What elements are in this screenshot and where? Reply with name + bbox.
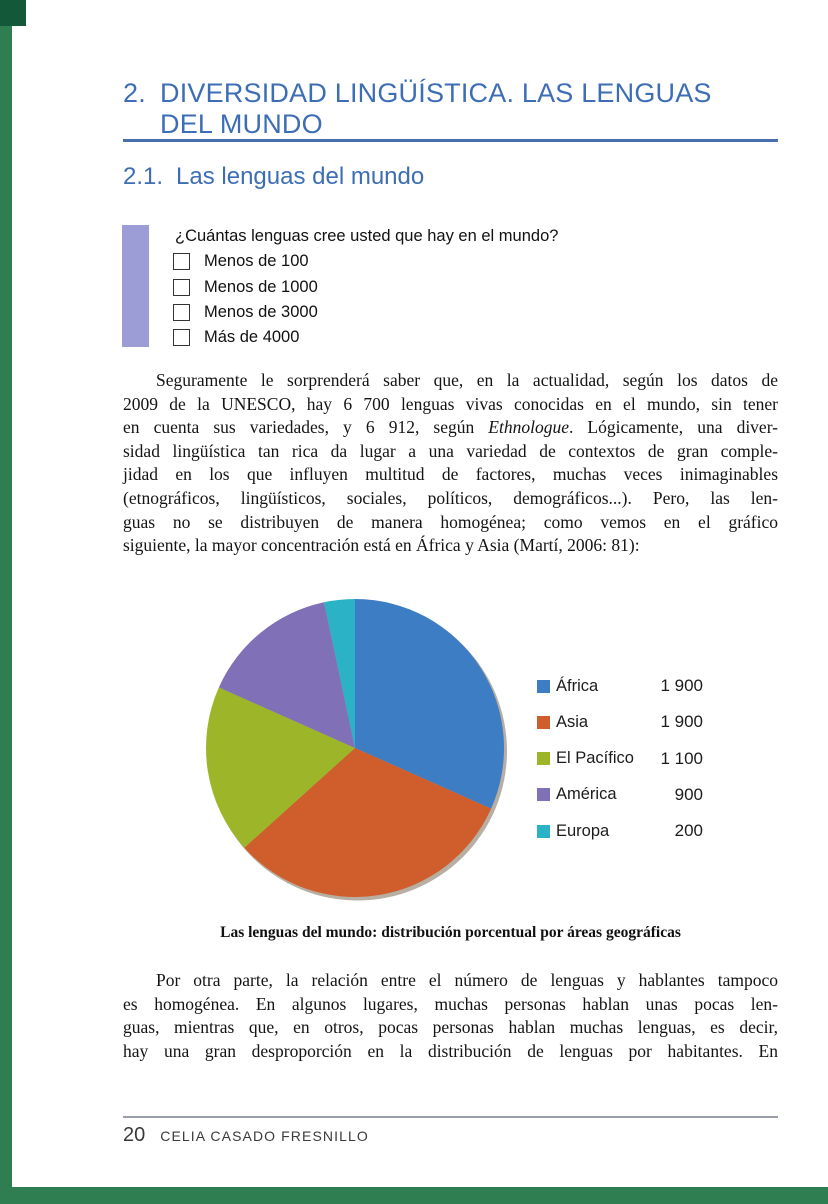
section-heading-rule — [123, 139, 778, 142]
text-line: 2009 de la UNESCO, hay 6 700 lenguas vivas conocidas en el mundo, sin tener — [123, 393, 778, 414]
paragraph-2 — [123, 969, 778, 1063]
text-line: jidad en los que influyen multitud de factores, muchas veces inimaginables — [123, 464, 778, 485]
legend-row — [537, 676, 703, 696]
survey-option — [173, 325, 318, 350]
legend-label: Europa — [556, 821, 610, 840]
survey-options — [173, 249, 318, 351]
paragraph-1 — [123, 369, 778, 558]
text-line: guas, mientras que, en otros, pocas personas hablan muchas lenguas, es decir, — [123, 1017, 778, 1038]
legend-label: África — [556, 676, 599, 695]
legend-value: 900 — [674, 784, 703, 804]
section-title-line1: DIVERSIDAD LINGÜÍSTICA. LAS LENGUAS — [160, 78, 712, 108]
checkbox-icon[interactable] — [173, 253, 190, 270]
section-title-line2: DEL MUNDO — [160, 109, 323, 139]
legend-swatch-icon — [537, 752, 550, 765]
survey-option — [173, 300, 318, 325]
checkbox-icon[interactable] — [173, 279, 190, 296]
page-number: 20 — [123, 1124, 146, 1146]
footer-rule — [123, 1116, 778, 1118]
text-line: guas no se distribuyen de manera homogénea; como vemos en el gráfico — [123, 511, 778, 532]
legend-row — [537, 749, 703, 769]
survey-accent-bar — [122, 225, 149, 347]
legend-swatch-icon — [537, 788, 550, 801]
figure-caption: Las lenguas del mundo: distribución porcentual por áreas geográficas — [220, 924, 681, 941]
checkbox-icon[interactable] — [173, 304, 190, 321]
survey-option — [173, 274, 318, 299]
subsection-title: Las lenguas del mundo — [176, 163, 425, 190]
legend-label: El Pacífico — [556, 749, 634, 768]
survey-option-label: Menos de 3000 — [204, 302, 318, 321]
book-cover-left-edge — [0, 0, 12, 1204]
legend-row — [537, 821, 703, 841]
legend-label: Asia — [556, 712, 589, 731]
text-line: hay una gran desproporción en la distribución de lenguas por habitantes. En — [123, 1040, 778, 1061]
book-cover-corner — [0, 0, 26, 26]
legend-swatch-icon — [537, 716, 550, 729]
legend-value: 1 100 — [660, 748, 703, 768]
text-line: es homogénea. En algunos lugares, muchas personas hablan unas pocas len- — [123, 993, 778, 1014]
subsection-number: 2.1. — [123, 163, 164, 190]
survey-option-label: Menos de 1000 — [204, 277, 318, 296]
legend-label: América — [556, 785, 617, 804]
text-line: sidad lingüística tan rica da lugar a una variedad de contextos de gran comple- — [123, 440, 778, 461]
section-heading — [123, 78, 712, 140]
legend-swatch-icon — [537, 680, 550, 693]
survey-option-label: Menos de 100 — [204, 252, 309, 271]
survey-question: ¿Cuántas lenguas cree usted que hay en el mundo? — [175, 227, 559, 245]
text-line: en cuenta sus variedades, y 6 912, según Ethnologue. Lógicamente, una diver- — [123, 417, 779, 438]
legend-value: 1 900 — [660, 676, 703, 695]
checkbox-icon[interactable] — [173, 329, 190, 346]
text-line: Seguramente le sorprenderá saber que, en la actualidad, según los datos de — [156, 370, 778, 390]
legend-row — [537, 712, 703, 732]
legend-row — [537, 785, 703, 805]
text-line: (etnográficos, lingüísticos, sociales, políticos, demográficos...). Pero, las len- — [123, 487, 778, 508]
survey-option-label: Más de 4000 — [204, 328, 300, 347]
legend-value: 1 900 — [660, 712, 703, 732]
legend-swatch-icon — [537, 825, 550, 838]
survey-option — [173, 249, 318, 274]
section-number: 2. — [123, 78, 146, 108]
running-title: CELIA CASADO FRESNILLO — [160, 1128, 369, 1144]
chart-legend — [537, 674, 703, 844]
book-cover-bottom-edge — [0, 1187, 828, 1204]
text-line: Por otra parte, la relación entre el número de lenguas y hablantes tampoco — [156, 970, 778, 990]
section-title — [160, 78, 712, 140]
legend-value: 200 — [674, 821, 703, 841]
page-footer — [123, 1124, 369, 1147]
subsection-heading — [123, 163, 424, 191]
text-line: siguiente, la mayor concentración está en África y Asia (Martí, 2006: 81): — [123, 535, 640, 556]
pie-chart — [195, 587, 517, 909]
